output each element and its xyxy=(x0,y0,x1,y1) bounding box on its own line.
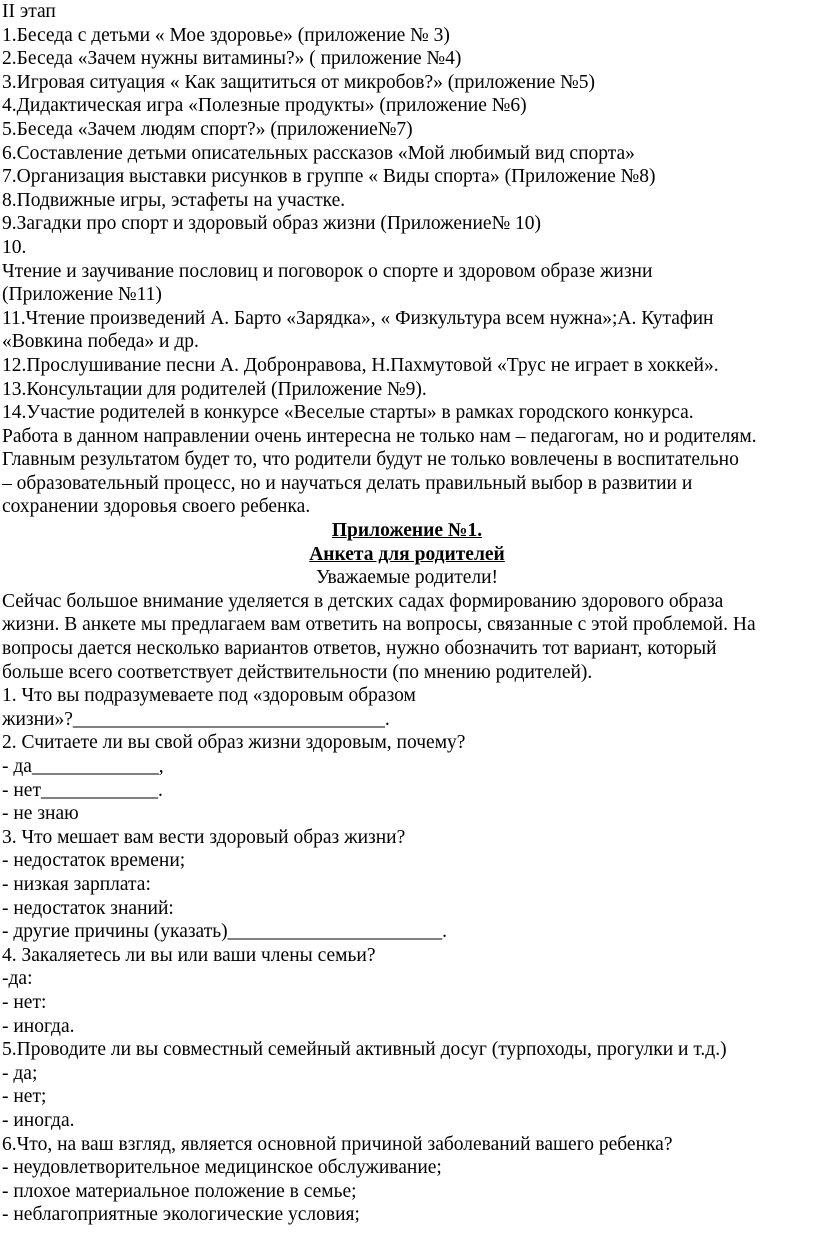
text-line: 13.Консультации для родителей (Приложение №9). xyxy=(2,378,427,400)
text-line: - неудовлетворительное медицинское обслуживание; xyxy=(2,1157,442,1179)
text-line: - низкая зарплата: xyxy=(2,873,151,895)
text-line: 5.Проводите ли вы совместный семейный активный досуг (турпоходы, прогулки и т.д.) xyxy=(2,1039,727,1061)
text-line: 3. Что мешает вам вести здоровый образ жизни? xyxy=(2,826,406,848)
text-line: - неблагоприятные экологические условия; xyxy=(2,1204,360,1226)
text-line: - недостаток времени; xyxy=(2,850,186,872)
text-line: - да_____________, xyxy=(2,756,164,777)
text-line: – образовательный процесс, но и научаться делать правильный выбор в развитии и xyxy=(2,472,693,494)
text-line: 11.Чтение произведений А. Барто «Зарядка», « Физкультура всем нужна»;А. Кутафин xyxy=(2,307,714,329)
text-line: жизни»?________________________________. xyxy=(2,708,390,730)
text-line: 6.Что, на ваш взгляд, является основной причиной заболеваний вашего ребенка? xyxy=(2,1133,673,1155)
text-line: жизни. В анкете мы предлагаем вам ответить на вопросы, связанные с этой проблемой. На xyxy=(2,614,756,636)
text-line: -да: xyxy=(2,968,33,990)
section-heading xyxy=(2,543,812,567)
text-line: 5.Беседа «Зачем людям спорт?» (приложение№7) xyxy=(2,118,413,140)
text-line: 4.Дидактическая игра «Полезные продукты» (приложение №6) xyxy=(2,95,527,117)
text-line: - иногда. xyxy=(2,1015,75,1037)
text-line: - недостаток знаний: xyxy=(2,897,174,919)
text-line: - другие причины (указать)______________________. xyxy=(2,921,447,943)
text-line: 10. xyxy=(2,236,27,258)
text-line: 4. Закаляетесь ли вы или ваши члены семьи? xyxy=(2,944,376,966)
section-heading xyxy=(2,519,812,543)
text-line: 7.Организация выставки рисунков в группе « Виды спорта» (Приложение №8) xyxy=(2,166,656,188)
text-line: 14.Участие родителей в конкурсе «Веселые старты» в рамках городского конкурса. xyxy=(2,402,694,424)
text-line: - нет; xyxy=(2,1086,47,1108)
text-line: Чтение и заучивание пословиц и поговорок о спорте и здоровом образе жизни xyxy=(2,260,653,282)
text-line: 1. Что вы подразумеваете под «здоровым образом xyxy=(2,685,416,707)
text-line: 1.Беседа с детьми « Мое здоровье» (приложение № 3) xyxy=(2,24,450,46)
text-line: - нет____________. xyxy=(2,779,163,801)
text-line: Сейчас большое внимание уделяется в детских садах формированию здорового образа xyxy=(2,590,724,612)
text-line: 2.Беседа «Зачем нужны витамины?» ( приложение №4) xyxy=(2,48,462,70)
text-line: - нет: xyxy=(2,991,47,1013)
text-line: - иногда. xyxy=(2,1109,75,1131)
text-line: Главным результатом будет то, что родители будут не только вовлечены в воспитательно xyxy=(2,449,739,471)
greeting-line: Уважаемые родители! xyxy=(315,567,499,589)
heading-text: Приложение №1. xyxy=(331,520,483,542)
text-line: Работа в данном направлении очень интересна не только нам – педагогам, но и родителям. xyxy=(2,425,757,447)
text-line: - плохое материальное положение в семье; xyxy=(2,1180,357,1202)
text-line: - да; xyxy=(2,1062,38,1084)
heading-text: Анкета для родителей xyxy=(309,543,505,565)
text-line: 12.Прослушивание песни А. Добронравова, Н.Пахмутовой «Трус не играет в хоккей». xyxy=(2,354,719,376)
text-line: - не знаю xyxy=(2,803,79,825)
text-line: 6.Составление детьми описательных рассказов «Мой любимый вид спорта» xyxy=(2,142,635,164)
text-line: больше всего соответствует действительности (по мнению родителей). xyxy=(2,661,593,683)
text-line: II этап xyxy=(2,1,56,22)
text-line: 8.Подвижные игры, эстафеты на участке. xyxy=(2,189,346,211)
text-line: сохранении здоровья своего ребенка. xyxy=(2,496,311,518)
text-line: 9.Загадки про спорт и здоровый образ жизни (Приложение№ 10) xyxy=(2,213,542,235)
text-line: «Вовкина победа» и др. xyxy=(2,331,199,353)
text-line: 3.Игровая ситуация « Как защититься от микробов?» (приложение №5) xyxy=(2,71,595,93)
text-line: вопросы дается несколько вариантов ответов, нужно обозначить тот вариант, который xyxy=(2,638,717,660)
text-line: (Приложение №11) xyxy=(2,284,162,306)
text-line: 2. Считаете ли вы свой образ жизни здоровым, почему? xyxy=(2,732,466,754)
